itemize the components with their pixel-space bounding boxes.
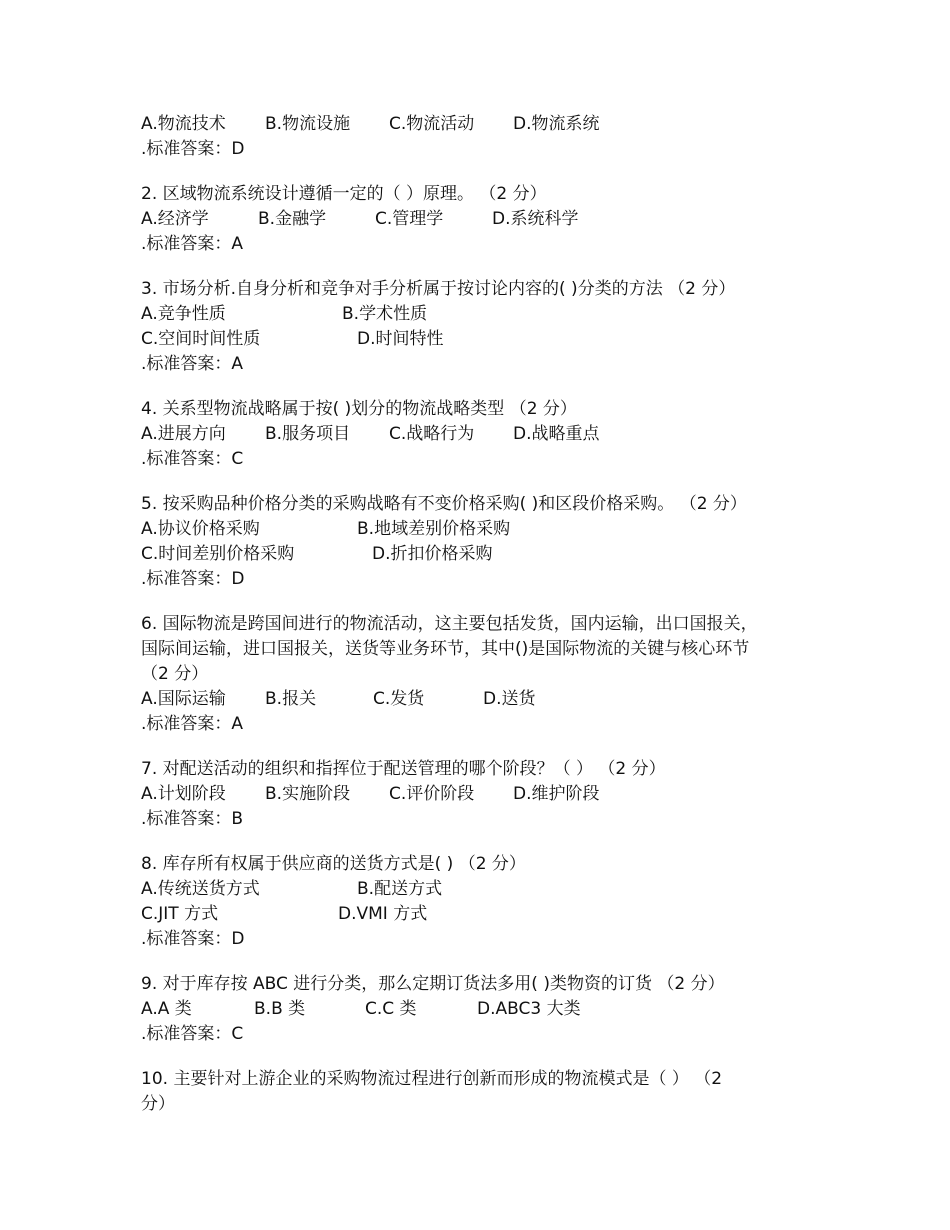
option-c: C.战略行为	[389, 424, 475, 444]
option-c: C.物流活动	[389, 114, 475, 134]
standard-answer: .标准答案：A	[141, 234, 244, 254]
options-row-2	[141, 542, 811, 567]
option-d: D.送货	[483, 689, 536, 709]
option-b: B.地域差别价格采购	[357, 519, 511, 539]
standard-answer: .标准答案：A	[141, 714, 244, 734]
question-title: 5. 按采购品种价格分类的采购战略有不变价格采购( )和区段价格采购。 （2 分）	[141, 494, 747, 514]
question-title-line-2: 国际间运输，进口国报关，送货等业务环节，其中()是国际物流的关键与核心环节	[141, 639, 750, 659]
option-c: C.C 类	[365, 999, 417, 1019]
option-b: B.B 类	[254, 999, 306, 1019]
option-a: A.物流技术	[141, 114, 226, 134]
question-list	[141, 112, 811, 1137]
standard-answer: .标准答案：D	[141, 139, 245, 159]
question-title-line-1: 6. 国际物流是跨国间进行的物流活动，这主要包括发货，国内运输，出口国报关，	[141, 614, 758, 634]
options-row-1	[141, 517, 811, 542]
standard-answer: .标准答案：C	[141, 449, 244, 469]
standard-answer: .标准答案：D	[141, 569, 245, 589]
question-9	[141, 972, 811, 1047]
options-row	[141, 997, 811, 1022]
question-title: 3. 市场分析.自身分析和竞争对手分析属于按讨论内容的( )分类的方法 （2 分）	[141, 279, 736, 299]
question-7	[141, 757, 811, 832]
option-c: C.空间时间性质	[141, 329, 261, 349]
question-8	[141, 852, 811, 952]
option-d: D.VMI 方式	[338, 904, 428, 924]
option-d: D.物流系统	[513, 114, 600, 134]
standard-answer: .标准答案：B	[141, 809, 244, 829]
question-3	[141, 277, 811, 377]
option-b: B.学术性质	[342, 304, 428, 324]
question-title-line-3: （2 分）	[141, 664, 209, 684]
option-a: A.经济学	[141, 209, 209, 229]
option-c: C.评价阶段	[389, 784, 475, 804]
option-b: B.金融学	[258, 209, 327, 229]
question-6	[141, 612, 811, 737]
question-5	[141, 492, 811, 592]
option-b: B.配送方式	[357, 879, 443, 899]
options-row-2	[141, 902, 811, 927]
question-10	[141, 1067, 811, 1117]
question-title-line-1: 10. 主要针对上游企业的采购物流过程进行创新而形成的物流模式是（ ） （2	[141, 1069, 723, 1089]
option-a: A.国际运输	[141, 689, 226, 709]
option-a: A.传统送货方式	[141, 879, 260, 899]
option-c: C.JIT 方式	[141, 904, 219, 924]
standard-answer: .标准答案：C	[141, 1024, 244, 1044]
question-title: 2. 区域物流系统设计遵循一定的（ ）原理。 （2 分）	[141, 184, 547, 204]
option-a: A.进展方向	[141, 424, 226, 444]
question-4	[141, 397, 811, 472]
option-d: D.ABC3 大类	[477, 999, 581, 1019]
options-row-1	[141, 302, 811, 327]
option-a: A.协议价格采购	[141, 519, 260, 539]
options-row-2	[141, 327, 811, 352]
option-d: D.战略重点	[513, 424, 600, 444]
option-c: C.管理学	[375, 209, 444, 229]
option-c: C.时间差别价格采购	[141, 544, 295, 564]
options-row	[141, 112, 811, 137]
option-a: A.A 类	[141, 999, 192, 1019]
question-title: 4. 关系型物流战略属于按( )划分的物流战略类型 （2 分）	[141, 399, 577, 419]
question-title: 7. 对配送活动的组织和指挥位于配送管理的哪个阶段？（ ） （2 分）	[141, 759, 666, 779]
question-2	[141, 182, 811, 257]
option-a: A.竞争性质	[141, 304, 226, 324]
options-row	[141, 782, 811, 807]
option-b: B.服务项目	[265, 424, 351, 444]
options-row-1	[141, 877, 811, 902]
option-d: D.时间特性	[357, 329, 444, 349]
question-title: 9. 对于库存按 ABC 进行分类，那么定期订货法多用( )类物资的订货 （2 分）	[141, 974, 725, 994]
question-title-line-2: 分）	[141, 1094, 175, 1114]
options-row	[141, 687, 811, 712]
question-title: 8. 库存所有权属于供应商的送货方式是( ) （2 分）	[141, 854, 526, 874]
option-a: A.计划阶段	[141, 784, 226, 804]
option-d: D.系统科学	[492, 209, 579, 229]
options-row	[141, 422, 811, 447]
question-1	[141, 112, 811, 162]
option-d: D.折扣价格采购	[372, 544, 493, 564]
option-b: B.报关	[265, 689, 317, 709]
option-c: C.发货	[373, 689, 425, 709]
options-row	[141, 207, 811, 232]
standard-answer: .标准答案：D	[141, 929, 245, 949]
standard-answer: .标准答案：A	[141, 354, 244, 374]
option-d: D.维护阶段	[513, 784, 600, 804]
option-b: B.物流设施	[265, 114, 351, 134]
option-b: B.实施阶段	[265, 784, 351, 804]
